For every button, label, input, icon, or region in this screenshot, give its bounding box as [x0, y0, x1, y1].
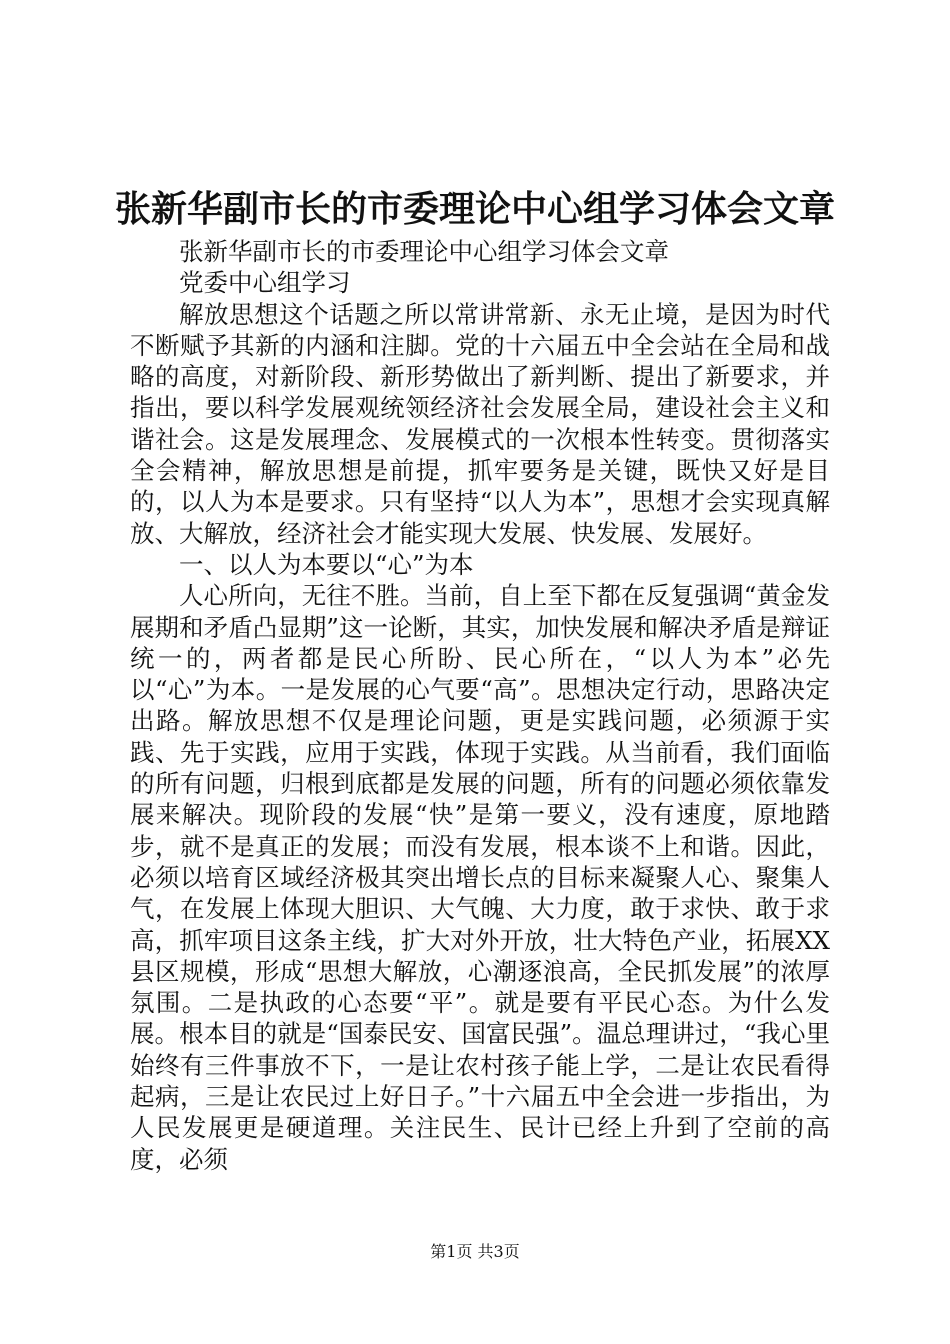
document-body: [130, 236, 830, 1175]
subtitle-line: 张新华副市长的市委理论中心组学习体会文章: [179, 237, 669, 266]
body-paragraph: 解放思想这个话题之所以常讲常新、永无止境，是因为时代不断赋予其新的内涵和注脚。党的十六届五中全会站在全局和战略的高度，对新阶段、新形势做出了新判断、提出了新要求，并指出，要以科学发展观统领经济社会发展全局，建设社会主义和谐社会。这是发展理念、发展模式的一次根本性转变。贯彻落实全会精神，解放思想是前提，抓牢要务是关键，既快又好是目的，以人为本是要求。只有坚持“以人为本”，思想才会实现真解放、大解放，经济社会才能实现大发展、快发展、发展好。: [130, 299, 830, 548]
category-line: 党委中心组学习: [179, 268, 351, 298]
page-number: 第1页 共3页: [430, 1242, 520, 1261]
body-paragraph: 人心所向，无往不胜。当前，自上至下都在反复强调“黄金发展期和矛盾凸显期”这一论断，其实，加快发展和解决矛盾是辩证统一的，两者都是民心所盼、民心所在，“以人为本”必先以“心”为本。一是发展的心气要“高”。思想决定行动，思路决定出路。解放思想不仅是理论问题，更是实践问题，必须源于实践、先于实践，应用于实践，体现于实践。从当前看，我们面临的所有问题，归根到底都是发展的问题，所有的问题必须依靠发展来解决。现阶段的发展“快”是第一要义，没有速度，原地踏步，就不是真正的发展；而没有发展，根本谈不上和谐。因此，必须以培育区域经济极其突出增长点的目标来凝聚人心、聚集人气，在发展上体现大胆识、大气魄、大力度，敢于求快、敢于求高，抓牢项目这条主线，扩大对外开放，壮大特色产业，拓展XX县区规模，形成“思想大解放，心潮逐浪高，全民抓发展”的浓厚氛围。二是执政的心态要“平”。就是要有平民心态。为什么发展。根本目的就是“国泰民安、国富民强”。温总理讲过，“我心里始终有三件事放不下，一是让农村孩子能上学，二是让农民看得起病，三是让农民过上好日子。”十六届五中全会进一步指出，为人民发展更是硬道理。关注民生、民计已经上升到了空前的高度，必须: [130, 581, 830, 1174]
document-title: 张新华副市长的市委理论中心组学习体会文章: [114, 188, 835, 230]
section-heading: 一、以人为本要以“心”为本: [179, 549, 474, 579]
